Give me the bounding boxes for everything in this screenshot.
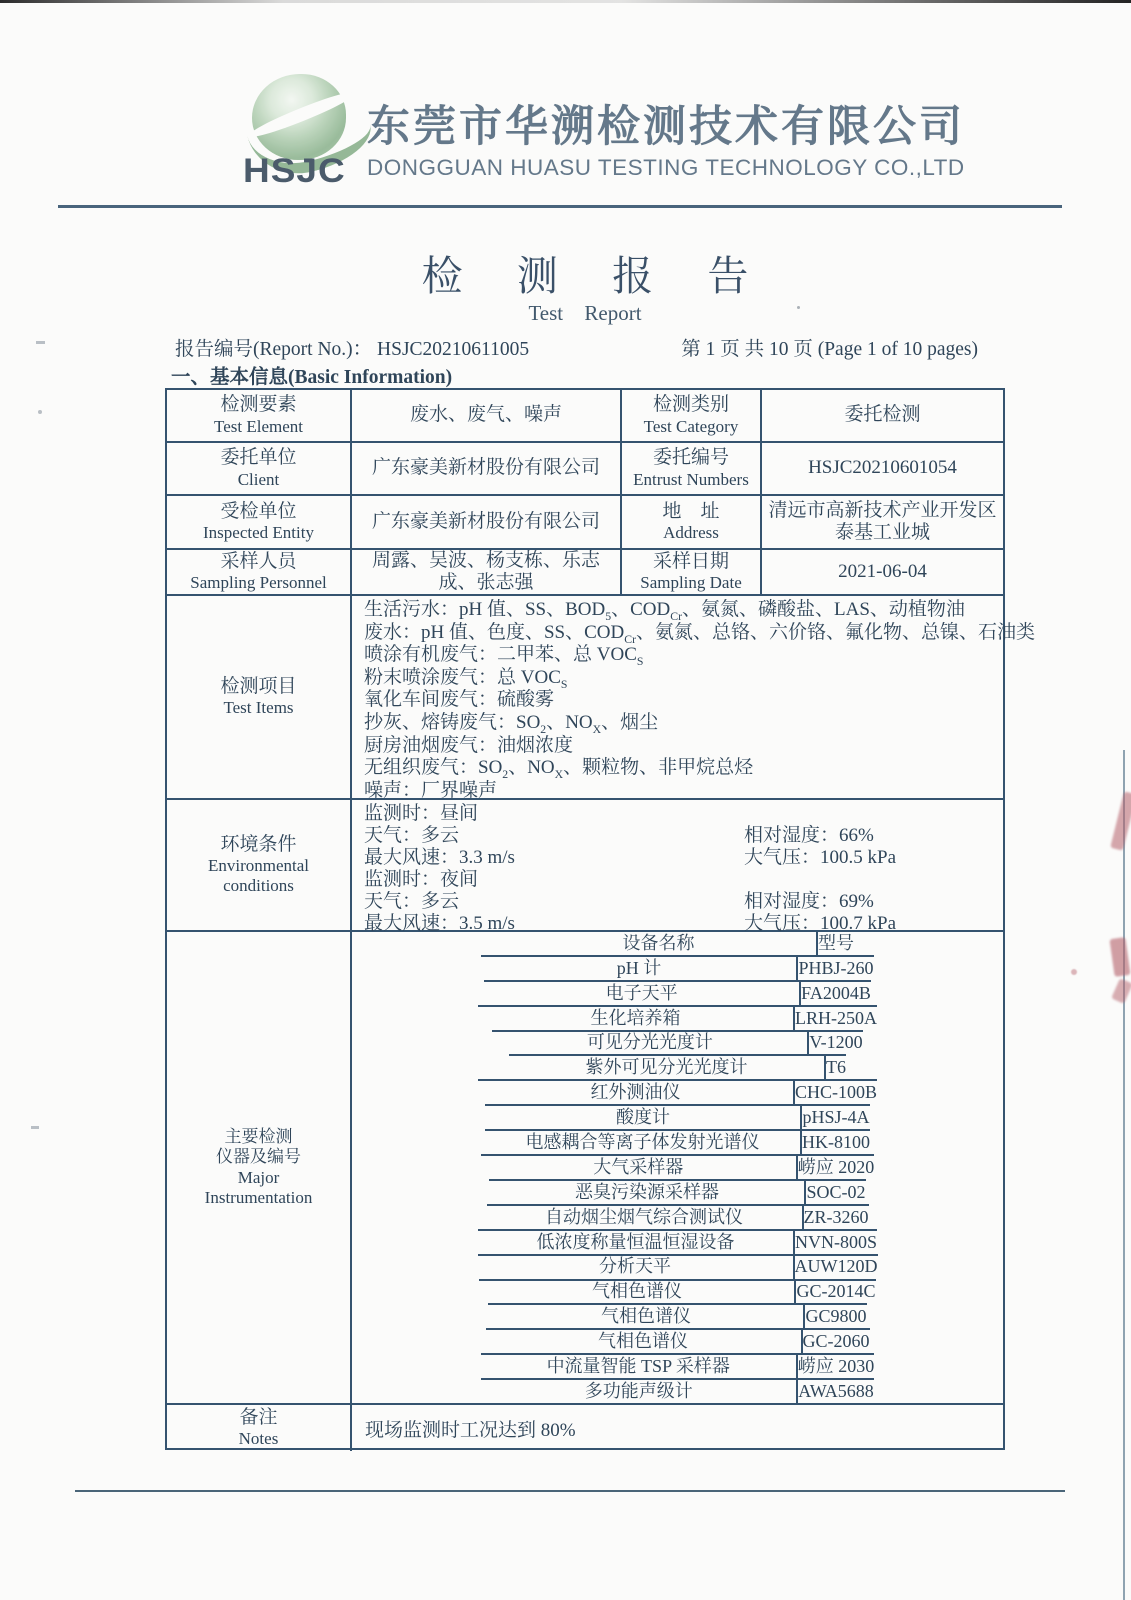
equipment-header-row xyxy=(501,932,854,955)
equipment-name: 恶臭污染源采样器 xyxy=(489,1181,806,1204)
table-row-inspected-entity xyxy=(167,496,1003,550)
row-label: 环境条件 Environmental conditions xyxy=(167,800,352,930)
equipment-row xyxy=(481,1154,875,1179)
row-label: 委托单位 Client xyxy=(167,443,352,494)
equipment-row xyxy=(484,980,871,1005)
test-item-line: 抄灰、熔铸废气：$SO_2$、$NO_X$、烟尘 xyxy=(364,711,659,736)
environment-conditions-list xyxy=(352,800,1003,934)
equipment-model: CHC-100B xyxy=(794,1082,877,1103)
scan-edge-top xyxy=(0,0,1131,3)
table-row-test-items xyxy=(167,596,1036,801)
red-stamp-fragment xyxy=(1111,978,1131,1004)
test-item-line: 氧化车间废气：硫酸雾 xyxy=(364,689,555,711)
equipment-model-header: 型号 xyxy=(818,932,854,953)
equipment-name: 紫外可见分光光度计 xyxy=(509,1056,826,1079)
test-item-line: 废水：pH 值、色度、SS、$COD_{Cr}$、氨氮、总铬、六价铬、氟化物、总镍、石油类 xyxy=(364,621,1036,646)
equipment-model: LRH-250A xyxy=(795,1007,877,1028)
equipment-model: AUW120D xyxy=(794,1256,878,1277)
equipment-model: T6 xyxy=(826,1057,846,1078)
equipment-row xyxy=(485,1104,869,1129)
scan-speck xyxy=(36,341,45,344)
equipment-name: 分析天平 xyxy=(478,1256,795,1279)
notes-value: 现场监测时工况达到 80% xyxy=(365,1419,576,1441)
red-stamp-fragment xyxy=(1071,969,1077,975)
row-label: 备注 Notes xyxy=(167,1405,352,1451)
equipment-name: 气相色谱仪 xyxy=(479,1281,796,1304)
equipment-model: GC-2014C xyxy=(796,1281,876,1302)
equipment-model: ZR-3260 xyxy=(803,1206,869,1227)
section-heading-basic-information: 一、基本信息(Basic Information) xyxy=(171,367,453,388)
equipment-model: pHSJ-4A xyxy=(802,1107,870,1128)
equipment-name: 酸度计 xyxy=(485,1106,802,1129)
equipment-model: V-1200 xyxy=(809,1032,863,1053)
red-stamp-fragment xyxy=(1110,791,1131,850)
equipment-name: 可见分光光度计 xyxy=(492,1032,809,1055)
equipment-model: AWA5688 xyxy=(798,1380,874,1401)
equipment-name: 自动烟尘烟气综合测试仪 xyxy=(487,1206,804,1229)
equipment-table xyxy=(352,932,1003,1403)
equipment-row xyxy=(478,1254,878,1279)
environment-condition-row: 最大风速：3.5 m/s 大气压：100.7 kPa xyxy=(364,913,897,934)
equipment-model: FA2004B xyxy=(801,982,871,1003)
test-item-line: 生活污水：pH 值、SS、$BOD_5$、$COD_{Cr}$、氨氮、磷酸盐、LAS、动植物油 xyxy=(364,599,965,623)
row-value: 广东豪美新材股份有限公司 xyxy=(352,443,622,494)
row-label: 主要检测 仪器及编号 Major Instrumentation xyxy=(167,932,352,1403)
environment-condition-row: 天气：多云 相对湿度：69% xyxy=(364,891,874,912)
equipment-model: SOC-02 xyxy=(806,1181,866,1202)
equipment-name: 电子天平 xyxy=(484,982,801,1005)
environment-condition-row: 天气：多云 相对湿度：66% xyxy=(364,825,874,846)
equipment-row xyxy=(487,1204,869,1229)
table-row-instrumentation xyxy=(167,932,1003,1405)
company-name-block xyxy=(367,104,965,181)
equipment-model: GC9800 xyxy=(805,1306,867,1327)
equipment-model: 崂应 2030 xyxy=(797,1356,875,1376)
equipment-model: NVN-800S xyxy=(794,1231,877,1252)
row-value: 2021-06-04 xyxy=(838,560,927,582)
equipment-name: 低浓度称量恒温恒湿设备 xyxy=(478,1231,795,1254)
row-label: 委托编号 Entrust Numbers xyxy=(622,443,762,494)
row-value: HSJC20210601054 xyxy=(808,457,957,479)
scan-speck xyxy=(38,410,42,414)
table-row-environmental-conditions xyxy=(167,800,1003,932)
row-label: 采样日期 Sampling Date xyxy=(622,550,762,594)
row-label: 检测类别 Test Category xyxy=(622,390,762,441)
table-row-notes xyxy=(167,1405,1003,1451)
report-meta-line xyxy=(175,333,978,361)
equipment-model: 崂应 2020 xyxy=(797,1156,875,1177)
basic-information-table xyxy=(165,388,1036,1450)
row-label: 采样人员 Sampling Personnel xyxy=(167,550,352,594)
report-number-value: HSJC20210611005 xyxy=(377,339,530,360)
equipment-row xyxy=(478,1229,877,1254)
equipment-row xyxy=(489,1179,865,1204)
equipment-row xyxy=(492,1030,862,1055)
report-number xyxy=(175,333,529,361)
test-items-list xyxy=(352,596,1041,801)
report-number-label: 报告编号(Report No.)： xyxy=(175,339,373,360)
report-title-chinese: 检 测 报 告 xyxy=(421,253,771,299)
equipment-model: HK-8100 xyxy=(802,1131,870,1152)
row-value: 废水、废气、噪声 xyxy=(352,390,622,441)
test-item-line: 厨房油烟废气：油烟浓度 xyxy=(364,734,574,756)
environment-condition-row: 最大风速：3.3 m/s 大气压：100.5 kPa xyxy=(364,847,897,868)
equipment-name: 气相色谱仪 xyxy=(486,1330,803,1353)
row-value: 周露、吴波、杨支栋、乐志成、张志强 xyxy=(352,550,622,594)
company-name-english: DONGGUAN HUASU TESTING TECHNOLOGY CO.,LTD xyxy=(367,155,965,181)
row-label: 地 址 Address xyxy=(622,496,762,548)
equipment-model: PHBJ-260 xyxy=(798,957,874,978)
equipment-row xyxy=(481,1378,874,1403)
header-divider xyxy=(58,205,1062,208)
table-row-sampling-personnel xyxy=(167,550,1003,596)
equipment-name-header: 设备名称 xyxy=(501,932,818,955)
footer-divider xyxy=(75,1490,1065,1492)
environment-condition-row: 监测时：夜间 xyxy=(364,869,479,890)
equipment-row xyxy=(481,1353,875,1378)
equipment-model: GC-2060 xyxy=(802,1331,870,1352)
test-item-line: 粉末喷涂废气：总 $VOC_S$ xyxy=(364,666,568,691)
equipment-name: 红外测油仪 xyxy=(478,1081,795,1104)
test-item-line: 无组织废气：$SO_2$、$NO_X$、颗粒物、非甲烷总烃 xyxy=(364,757,754,781)
row-value: 清远市高新技术产业开发区泰基工业城 xyxy=(768,499,997,543)
equipment-name: 生化培养箱 xyxy=(478,1007,795,1030)
test-item-line: 喷涂有机废气：二甲苯、总 $VOC_S$ xyxy=(364,644,644,668)
environment-condition-row: 监测时：昼间 xyxy=(364,803,479,824)
scan-speck xyxy=(31,1126,39,1129)
company-logo-text: HSJC xyxy=(243,151,346,190)
test-item-line: 噪声：厂界噪声 xyxy=(364,779,498,801)
equipment-name: 大气采样器 xyxy=(481,1156,798,1179)
equipment-row xyxy=(509,1054,846,1079)
equipment-row xyxy=(479,1279,875,1304)
company-name-chinese: 东莞市华溯检测技术有限公司 xyxy=(367,104,965,151)
equipment-row xyxy=(485,1129,870,1154)
table-row-test-element xyxy=(167,390,1003,443)
equipment-row xyxy=(481,955,873,980)
page-indicator: 第 1 页 共 10 页 (Page 1 of 10 pages) xyxy=(681,339,978,360)
equipment-row xyxy=(486,1328,870,1353)
equipment-name: pH 计 xyxy=(481,957,798,980)
scan-edge-right xyxy=(1123,750,1125,1600)
red-stamp-fragment xyxy=(1109,937,1130,977)
equipment-name: 多功能声级计 xyxy=(481,1380,798,1403)
row-label: 检测项目 Test Items xyxy=(167,596,352,798)
equipment-name: 气相色谱仪 xyxy=(488,1305,805,1328)
row-value: 广东豪美新材股份有限公司 xyxy=(352,496,622,548)
equipment-row xyxy=(488,1303,866,1328)
report-title-english: Test Report xyxy=(528,301,642,325)
equipment-row xyxy=(478,1005,877,1030)
equipment-name: 电感耦合等离子体发射光谱仪 xyxy=(485,1131,802,1154)
row-label: 受检单位 Inspected Entity xyxy=(167,496,352,548)
row-value: 委托检测 xyxy=(844,404,921,426)
equipment-name: 中流量智能 TSP 采样器 xyxy=(481,1355,798,1378)
table-row-client xyxy=(167,443,1003,496)
equipment-row xyxy=(478,1079,877,1104)
row-label: 检测要素 Test Element xyxy=(167,390,352,441)
